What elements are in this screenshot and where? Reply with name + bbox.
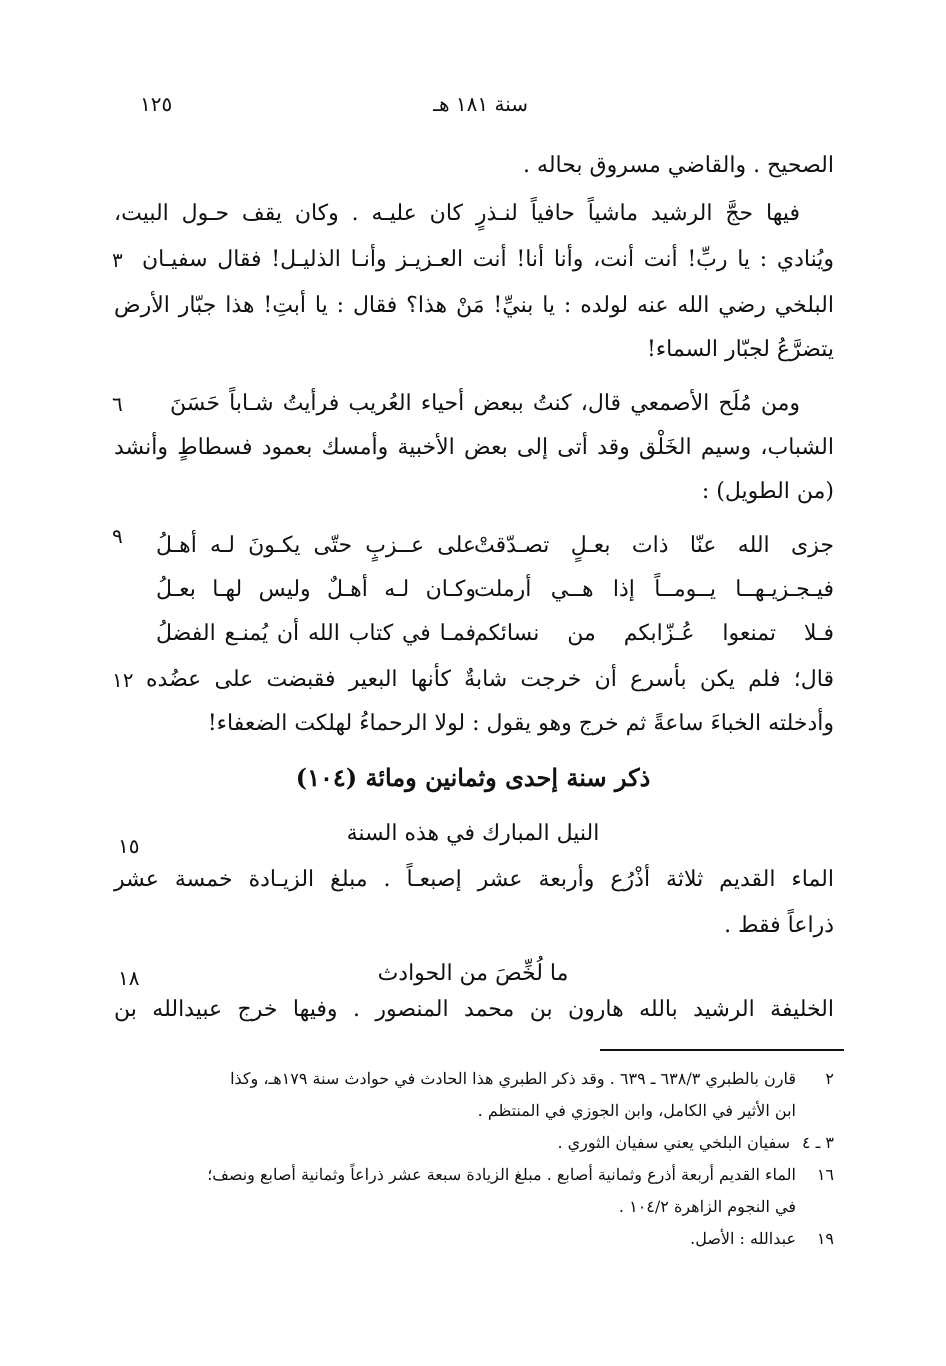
running-header-title: سنة ١٨١ هـ [433, 92, 528, 116]
text-line: الخليفة الرشيد بالله هارون بن محمد المنصور . وفيها خرج عبيدالله بن [114, 997, 834, 1022]
text-line: الصحيح . والقاضي مسروق بحاله . [523, 153, 834, 178]
text-line: (من الطويل) : [701, 479, 834, 504]
footnote-number: ١٦ [816, 1165, 834, 1184]
page-number: ١٢٥ [140, 92, 173, 116]
text-line: فيها حجَّ الرشيد ماشياً حافياً لنـذرٍ كان عليـه . وكان يقف حـول البيت، [114, 201, 800, 226]
footnote [114, 1160, 834, 1190]
footnote-text: الماء القديم أربعة أذرع وثمانية أصابع . مبلغ الزيادة سبعة عشر ذراعاً وثمانية أصابع ونصف؛ [207, 1165, 796, 1184]
verse-second-hemistich: وكـان لـه أهـلٌ وليس لهـا بعـلُ [156, 577, 476, 602]
line-number: ٣ [112, 248, 123, 272]
text-line: الشباب، وسيم الخَلْق وقد أتى إلى بعض الأخبية وأمسك بعمود فسطاطٍ وأنشد [114, 435, 834, 460]
footnote [114, 1224, 834, 1254]
text-line: ومن مُلَح الأصمعي قال، كنتُ ببعض أحياء العُريب فرأيتُ شـاباً حَسَنَ [170, 391, 800, 416]
text-line: يتضرَّعُ لجبّار السماء! [646, 337, 834, 362]
events-subheading: ما لُخِّصَ من الحوادث [377, 961, 569, 986]
footnote [114, 1064, 834, 1094]
verse-second-hemistich: فمـا في كتاب الله أن يُمنـع الفضلُ [156, 621, 476, 646]
footnote-text: قارن بالطبري ٦٣٨/٣ ـ ٦٣٩ . وقد ذكر الطبري هذا الحادث في حوادث سنة ١٧٩هـ، وكذا [230, 1069, 796, 1088]
text-line: وأدخلته الخباءَ ساعةً ثم خرج وهو يقول : لولا الرحماءُ لهلكت الضعفاء! [207, 711, 834, 736]
line-number: ١٨ [118, 966, 140, 990]
verse-first-hemistich: فيـجـزيـهــا يــومــاً إذا هــي أرملت [474, 577, 834, 602]
line-number: ١٢ [112, 668, 134, 692]
nile-subheading: النيل المبارك في هذه السنة [346, 821, 600, 846]
footnote-text: سفيان البلخي يعني سفيان الثوري . [557, 1133, 790, 1152]
text-line: ويُنادي : يا ربِّ! أنت أنت، وأنا أنا! أنت العـزيـز وأنـا الذليـل! فقال سفيـان [142, 247, 834, 272]
footnote-continuation: ابن الأثير في الكامل، وابن الجوزي في المنتظم . [477, 1101, 796, 1120]
section-heading: ذكر سنة إحدى وثمانين ومائة (١٠٤) [295, 763, 651, 792]
footnote [114, 1128, 834, 1158]
text-line: قال؛ فلم يكن بأسرع أن خرجت شابةٌ كأنها البعير فقبضت على عضُده [146, 667, 834, 692]
footnote-number: ٣ ـ ٤ [801, 1133, 834, 1152]
footnote-number: ١٩ [816, 1229, 834, 1248]
verse-second-hemistich: على عــزبٍ حتّى يكـونَ لـه أهـلُ [156, 533, 476, 558]
line-number: ٦ [112, 392, 123, 416]
text-line: ذراعاً فقط . [724, 913, 834, 938]
footnote-continuation: في النجوم الزاهرة ١٠٤/٢ . [618, 1197, 796, 1216]
text-line: البلخي رضي الله عنه لولده : يا بنيِّ! مَنْ هذا؟ فقال : يا أبتِ! هذا جبّار الأرض [114, 293, 834, 318]
footnote-text: عبدالله : الأصل. [690, 1229, 796, 1248]
line-number: ٩ [112, 524, 123, 548]
verse-first-hemistich: فـلا تمنعوا عُـزّابكم من نسائكم [474, 621, 834, 646]
footnote-divider [600, 1049, 844, 1051]
line-number: ١٥ [118, 834, 140, 858]
footnote-number: ٢ [825, 1069, 834, 1088]
verse-first-hemistich: جزى الله عنّا ذات بعـلٍ تصـدّقتْ [474, 533, 834, 558]
text-line: الماء القديم ثلاثة أذْرُع وأربعة عشر إصبعـاً . مبلغ الزيـادة خمسة عشر [114, 867, 834, 892]
